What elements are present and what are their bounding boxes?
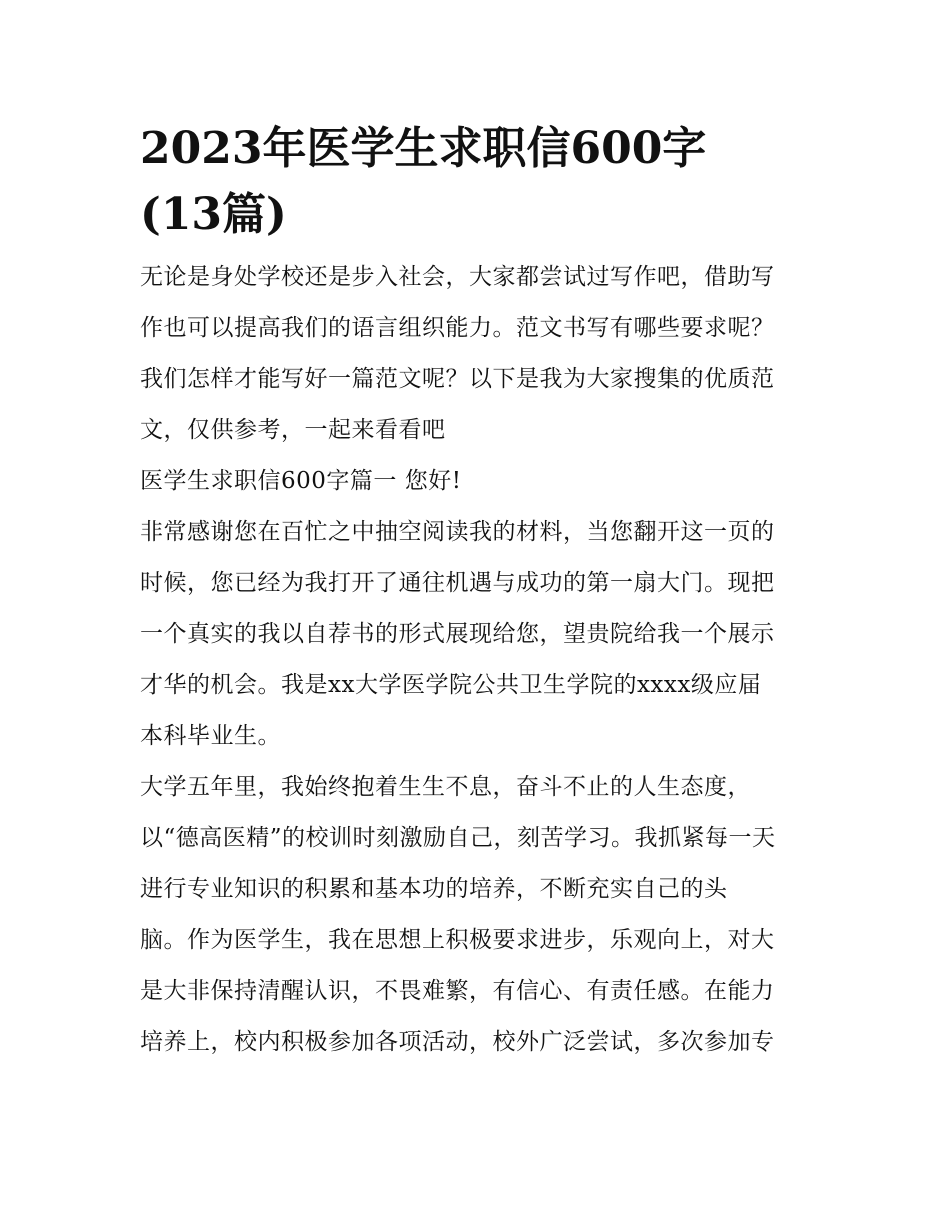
- text-line: 我们怎样才能写好一篇范文呢？以下是我为大家搜集的优质范: [140, 366, 775, 392]
- title-line: (13篇): [140, 189, 287, 240]
- text-line: 无论是身处学校还是步入社会，大家都尝试过写作吧，借助写: [140, 264, 775, 290]
- text-line: 以“德高医精”的校训时刻激励自己，刻苦学习。我抓紧每一天: [140, 825, 776, 851]
- text-line: 文，仅供参考，一起来看看吧: [140, 417, 446, 443]
- title-line: 2023年医学生求职信600字: [140, 123, 707, 174]
- section-heading-paragraph: [140, 456, 812, 507]
- text-line: 医学生求职信600字篇一 您好!: [140, 468, 462, 494]
- text-line: 培养上，校内积极参加各项活动，校外广泛尝试，多次参加专: [140, 1029, 775, 1055]
- intro-paragraph: [140, 252, 812, 456]
- text-line: 才华的机会。我是xx大学医学院公共卫生学院的xxxx级应届: [140, 672, 762, 698]
- body-paragraph: [140, 762, 812, 1068]
- text-line: 作也可以提高我们的语言组织能力。范文书写有哪些要求呢？: [140, 315, 775, 341]
- document-title: [140, 116, 812, 248]
- text-line: 大学五年里，我始终抱着生生不息，奋斗不止的人生态度，: [140, 774, 751, 800]
- body-paragraph: [140, 507, 812, 762]
- document-body: [140, 116, 812, 1068]
- text-line: 时候，您已经为我打开了通往机遇与成功的第一扇大门。现把: [140, 570, 775, 596]
- text-line: 进行专业知识的积累和基本功的培养，不断充实自己的头: [140, 876, 728, 902]
- text-line: 脑。作为医学生，我在思想上积极要求进步，乐观向上，对大: [140, 927, 775, 953]
- text-line: 是大非保持清醒认识，不畏难繁，有信心、有责任感。在能力: [140, 978, 775, 1004]
- text-line: 非常感谢您在百忙之中抽空阅读我的材料，当您翻开这一页的: [140, 519, 775, 545]
- text-line: 一个真实的我以自荐书的形式展现给您，望贵院给我一个展示: [140, 621, 775, 647]
- text-line: 本科毕业生。: [140, 723, 281, 749]
